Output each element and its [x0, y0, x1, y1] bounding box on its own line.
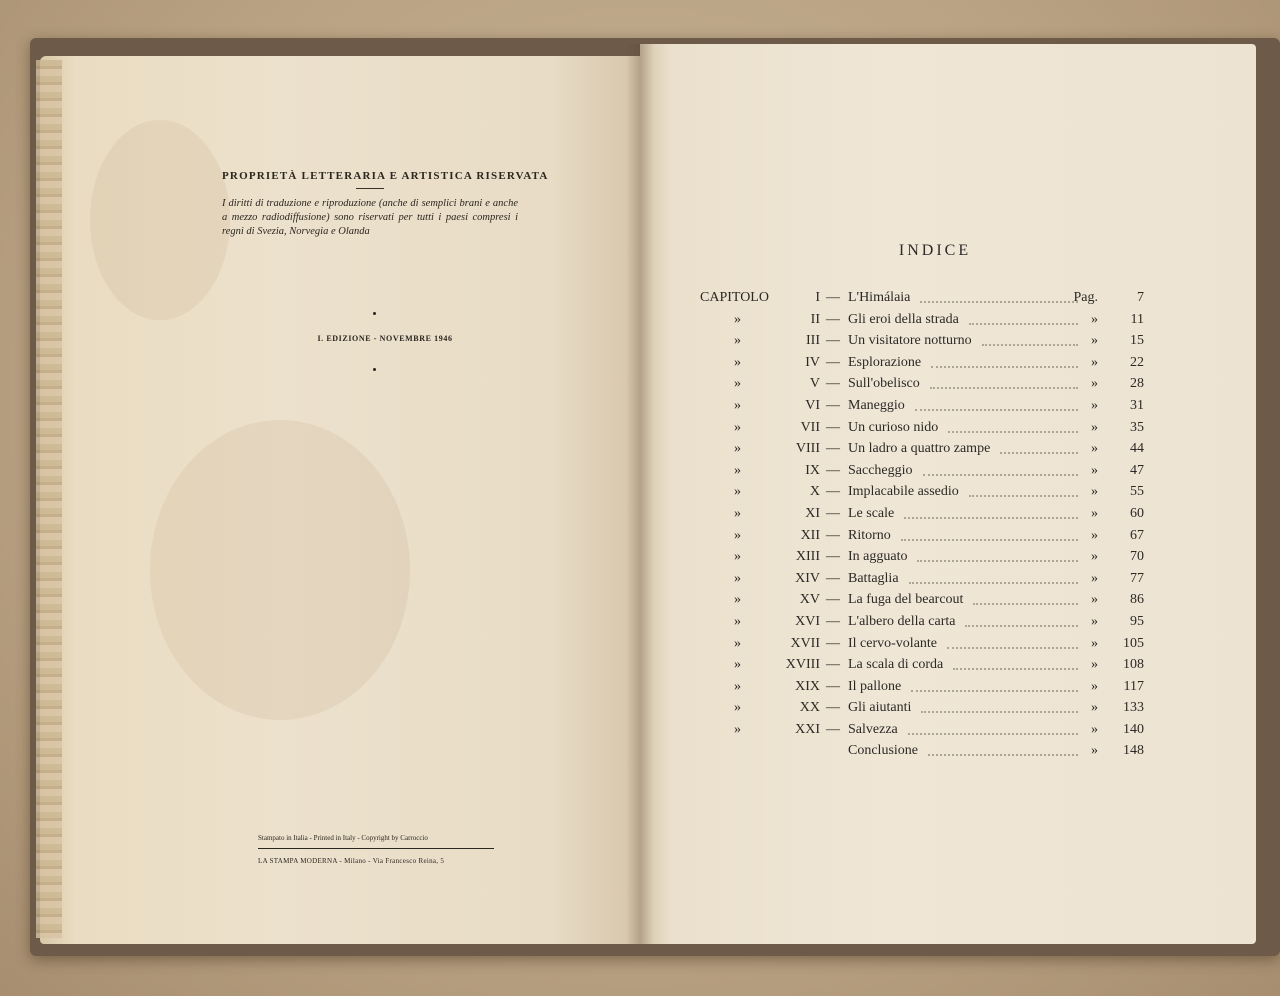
leader-dots	[1000, 452, 1078, 454]
leader-dots	[904, 517, 1078, 519]
chapter-title: Le scale	[848, 505, 895, 521]
ditto-mark: »	[1091, 484, 1098, 500]
page-header: Pag.	[1073, 290, 1098, 305]
rights-text: I diritti di traduzione e riproduzione (anche di semplici brani e anche a mezzo radiodiffusione) sono riservati per tutti i paesi compresi i regni di Svezia, Norvegia e Olanda	[222, 198, 518, 237]
page-number: 148	[1123, 743, 1144, 759]
chapter-title: Sull'obelisco	[848, 376, 920, 392]
em-dash: —	[826, 527, 840, 543]
chapter-number: XVII	[790, 635, 820, 651]
ditto-mark: »	[734, 333, 741, 349]
toc-entry	[690, 614, 1150, 636]
page-number: 133	[1123, 700, 1144, 716]
page-number: 117	[1123, 678, 1144, 694]
page-number: 7	[1137, 290, 1144, 305]
em-dash: —	[826, 505, 840, 521]
em-dash: —	[826, 290, 840, 305]
ditto-mark: »	[1091, 721, 1098, 737]
rights-notice	[222, 170, 549, 239]
ditto-mark: »	[1091, 570, 1098, 586]
ditto-mark: »	[734, 419, 741, 435]
ditto-mark: »	[1091, 505, 1098, 521]
toc-entry	[690, 420, 1150, 442]
chapter-title: L'albero della carta	[848, 613, 956, 629]
index-title: INDICE	[898, 242, 972, 259]
ditto-mark: »	[1091, 397, 1098, 413]
leader-dots	[965, 625, 1078, 627]
ditto-mark: »	[734, 505, 741, 521]
chapter-title: Un visitatore notturno	[848, 333, 972, 349]
em-dash: —	[826, 678, 840, 694]
em-dash: —	[826, 419, 840, 435]
chapter-title: La fuga del bearcout	[848, 592, 964, 608]
page-number: 105	[1123, 635, 1144, 651]
chapter-number: XIV	[795, 570, 820, 586]
chapter-title: Salvezza	[848, 721, 898, 737]
em-dash: —	[826, 657, 840, 673]
toc-entry	[690, 571, 1150, 593]
leader-dots	[930, 387, 1078, 389]
toc-entry	[690, 722, 1150, 744]
ditto-mark: »	[734, 484, 741, 500]
page-number: 11	[1130, 311, 1144, 327]
chapter-title: Maneggio	[848, 397, 905, 413]
leader-dots	[923, 474, 1078, 476]
page-number: 44	[1130, 441, 1144, 457]
ditto-mark: »	[1091, 635, 1098, 651]
leader-dots	[947, 647, 1078, 649]
bullet-dot	[373, 368, 376, 371]
em-dash: —	[826, 549, 840, 565]
chapter-number: VIII	[795, 441, 820, 457]
ditto-mark: »	[1091, 441, 1098, 457]
table-of-contents	[690, 290, 1150, 765]
page-number: 55	[1130, 484, 1144, 500]
toc-entry	[690, 700, 1150, 722]
chapter-title: In agguato	[848, 549, 908, 565]
ditto-mark: »	[1091, 462, 1098, 478]
ditto-mark: »	[1091, 527, 1098, 543]
chapter-title: Un curioso nido	[848, 419, 939, 435]
chapter-title: Implacabile assedio	[848, 484, 959, 500]
ditto-mark: »	[1091, 419, 1098, 435]
chapter-title: Gli eroi della strada	[848, 311, 959, 327]
chapter-title: Saccheggio	[848, 462, 913, 478]
leader-dots	[901, 539, 1078, 541]
rights-title: PROPRIETÀ LETTERARIA E ARTISTICA RISERVATA	[222, 170, 549, 182]
chapter-number: XX	[799, 700, 820, 716]
ditto-mark: »	[734, 549, 741, 565]
chapter-title: Ritorno	[848, 527, 891, 543]
em-dash: —	[826, 333, 840, 349]
chapter-number: XVIII	[785, 657, 820, 673]
chapter-number: XII	[800, 527, 820, 543]
worn-page-edge	[36, 60, 62, 938]
ditto-mark: »	[734, 527, 741, 543]
page-number: 95	[1130, 613, 1144, 629]
ditto-mark: »	[734, 635, 741, 651]
ditto-mark: »	[734, 354, 741, 370]
ditto-mark: »	[1091, 549, 1098, 565]
page-number: 108	[1123, 657, 1144, 673]
chapter-number: V	[809, 376, 820, 392]
page-number: 28	[1130, 376, 1144, 392]
ditto-mark: »	[734, 613, 741, 629]
chapter-label: CAPITOLO	[700, 290, 769, 305]
leader-dots	[928, 754, 1078, 756]
em-dash: —	[826, 462, 840, 478]
chapter-number: I	[815, 290, 820, 305]
chapter-number: VII	[800, 419, 820, 435]
imprint	[258, 834, 494, 865]
chapter-title: Conclusione	[848, 743, 918, 759]
leader-dots	[953, 668, 1078, 670]
ditto-mark: »	[734, 376, 741, 392]
ditto-mark: »	[734, 441, 741, 457]
printer-address: LA STAMPA MODERNA - Milano - Via Francesco Reina, 5	[258, 857, 445, 865]
toc-entry	[690, 290, 1150, 312]
printed-in-italy: Stampato in Italia - Printed in Italy - Copyright by Carroccio	[258, 834, 494, 849]
chapter-number: XIII	[795, 549, 820, 565]
toc-entry	[690, 743, 1150, 765]
chapter-number: X	[809, 484, 820, 500]
book-gutter	[626, 44, 654, 944]
page-number: 15	[1130, 333, 1144, 349]
chapter-title: Esplorazione	[848, 354, 922, 370]
chapter-number: XIX	[795, 678, 820, 694]
ditto-mark: »	[734, 570, 741, 586]
chapter-number: XI	[805, 505, 820, 521]
toc-entry	[690, 506, 1150, 528]
toc-entry	[690, 528, 1150, 550]
em-dash: —	[826, 592, 840, 608]
leader-dots	[915, 409, 1078, 411]
em-dash: —	[826, 441, 840, 457]
ditto-mark: »	[1091, 743, 1098, 759]
leader-dots	[911, 690, 1078, 692]
ditto-mark: »	[734, 462, 741, 478]
em-dash: —	[826, 635, 840, 651]
leader-dots	[931, 366, 1078, 368]
page-number: 35	[1130, 419, 1144, 435]
page-number: 70	[1130, 549, 1144, 565]
toc-entry	[690, 398, 1150, 420]
toc-entry	[690, 657, 1150, 679]
paper-stain	[90, 120, 230, 320]
leader-dots	[917, 560, 1078, 562]
chapter-title: Il cervo-volante	[848, 635, 938, 651]
em-dash: —	[826, 613, 840, 629]
leader-dots	[920, 301, 1078, 303]
toc-entry	[690, 376, 1150, 398]
chapter-title: Gli aiutanti	[848, 700, 912, 716]
chapter-number: II	[810, 311, 820, 327]
leader-dots	[982, 344, 1078, 346]
em-dash: —	[826, 311, 840, 327]
toc-entry	[690, 592, 1150, 614]
chapter-title: Un ladro a quattro zampe	[848, 441, 991, 457]
page-number: 67	[1130, 527, 1144, 543]
toc-entry	[690, 312, 1150, 334]
chapter-title: L'Himálaia	[848, 290, 911, 305]
leader-dots	[921, 711, 1078, 713]
toc-entry	[690, 549, 1150, 571]
leader-dots	[969, 495, 1078, 497]
em-dash: —	[826, 376, 840, 392]
chapter-number: III	[806, 333, 820, 349]
edition-line: I. EDIZIONE - NOVEMBRE 1946	[317, 334, 453, 343]
ditto-mark: »	[1091, 678, 1098, 694]
chapter-number: VI	[805, 397, 820, 413]
em-dash: —	[826, 700, 840, 716]
ditto-mark: »	[734, 657, 741, 673]
chapter-number: IX	[805, 462, 820, 478]
toc-entry	[690, 463, 1150, 485]
em-dash: —	[826, 397, 840, 413]
page-number: 140	[1123, 721, 1144, 737]
chapter-title: Battaglia	[848, 570, 899, 586]
leader-dots	[948, 431, 1078, 433]
ditto-mark: »	[734, 311, 741, 327]
ditto-mark: »	[734, 700, 741, 716]
chapter-title: La scala di corda	[848, 657, 944, 673]
ditto-mark: »	[1091, 333, 1098, 349]
em-dash: —	[826, 354, 840, 370]
page-number: 77	[1130, 570, 1144, 586]
ditto-mark: »	[1091, 354, 1098, 370]
em-dash: —	[826, 484, 840, 500]
ditto-mark: »	[1091, 700, 1098, 716]
toc-entry	[690, 636, 1150, 658]
chapter-number: XVI	[795, 613, 820, 629]
ditto-mark: »	[1091, 613, 1098, 629]
toc-entry	[690, 679, 1150, 701]
chapter-number: IV	[805, 354, 820, 370]
page-number: 22	[1130, 354, 1144, 370]
toc-entry	[690, 333, 1150, 355]
ditto-mark: »	[734, 721, 741, 737]
paper-stain	[150, 420, 410, 720]
page-number: 86	[1130, 592, 1144, 608]
page-number: 31	[1130, 397, 1144, 413]
toc-entry	[690, 484, 1150, 506]
page-number: 47	[1130, 462, 1144, 478]
page-number: 60	[1130, 505, 1144, 521]
toc-entry	[690, 441, 1150, 463]
ditto-mark: »	[734, 678, 741, 694]
toc-entry	[690, 355, 1150, 377]
em-dash: —	[826, 570, 840, 586]
ditto-mark: »	[1091, 657, 1098, 673]
ditto-mark: »	[1091, 376, 1098, 392]
ditto-mark: »	[1091, 311, 1098, 327]
leader-dots	[909, 582, 1078, 584]
chapter-number: XV	[799, 592, 820, 608]
em-dash: —	[826, 721, 840, 737]
chapter-number: XXI	[795, 721, 820, 737]
leader-dots	[908, 733, 1078, 735]
ditto-mark: »	[1091, 592, 1098, 608]
divider	[356, 188, 384, 189]
leader-dots	[969, 323, 1078, 325]
chapter-title: Il pallone	[848, 678, 902, 694]
ditto-mark: »	[734, 397, 741, 413]
ditto-mark: »	[734, 592, 741, 608]
bullet-dot	[373, 312, 376, 315]
leader-dots	[973, 603, 1078, 605]
